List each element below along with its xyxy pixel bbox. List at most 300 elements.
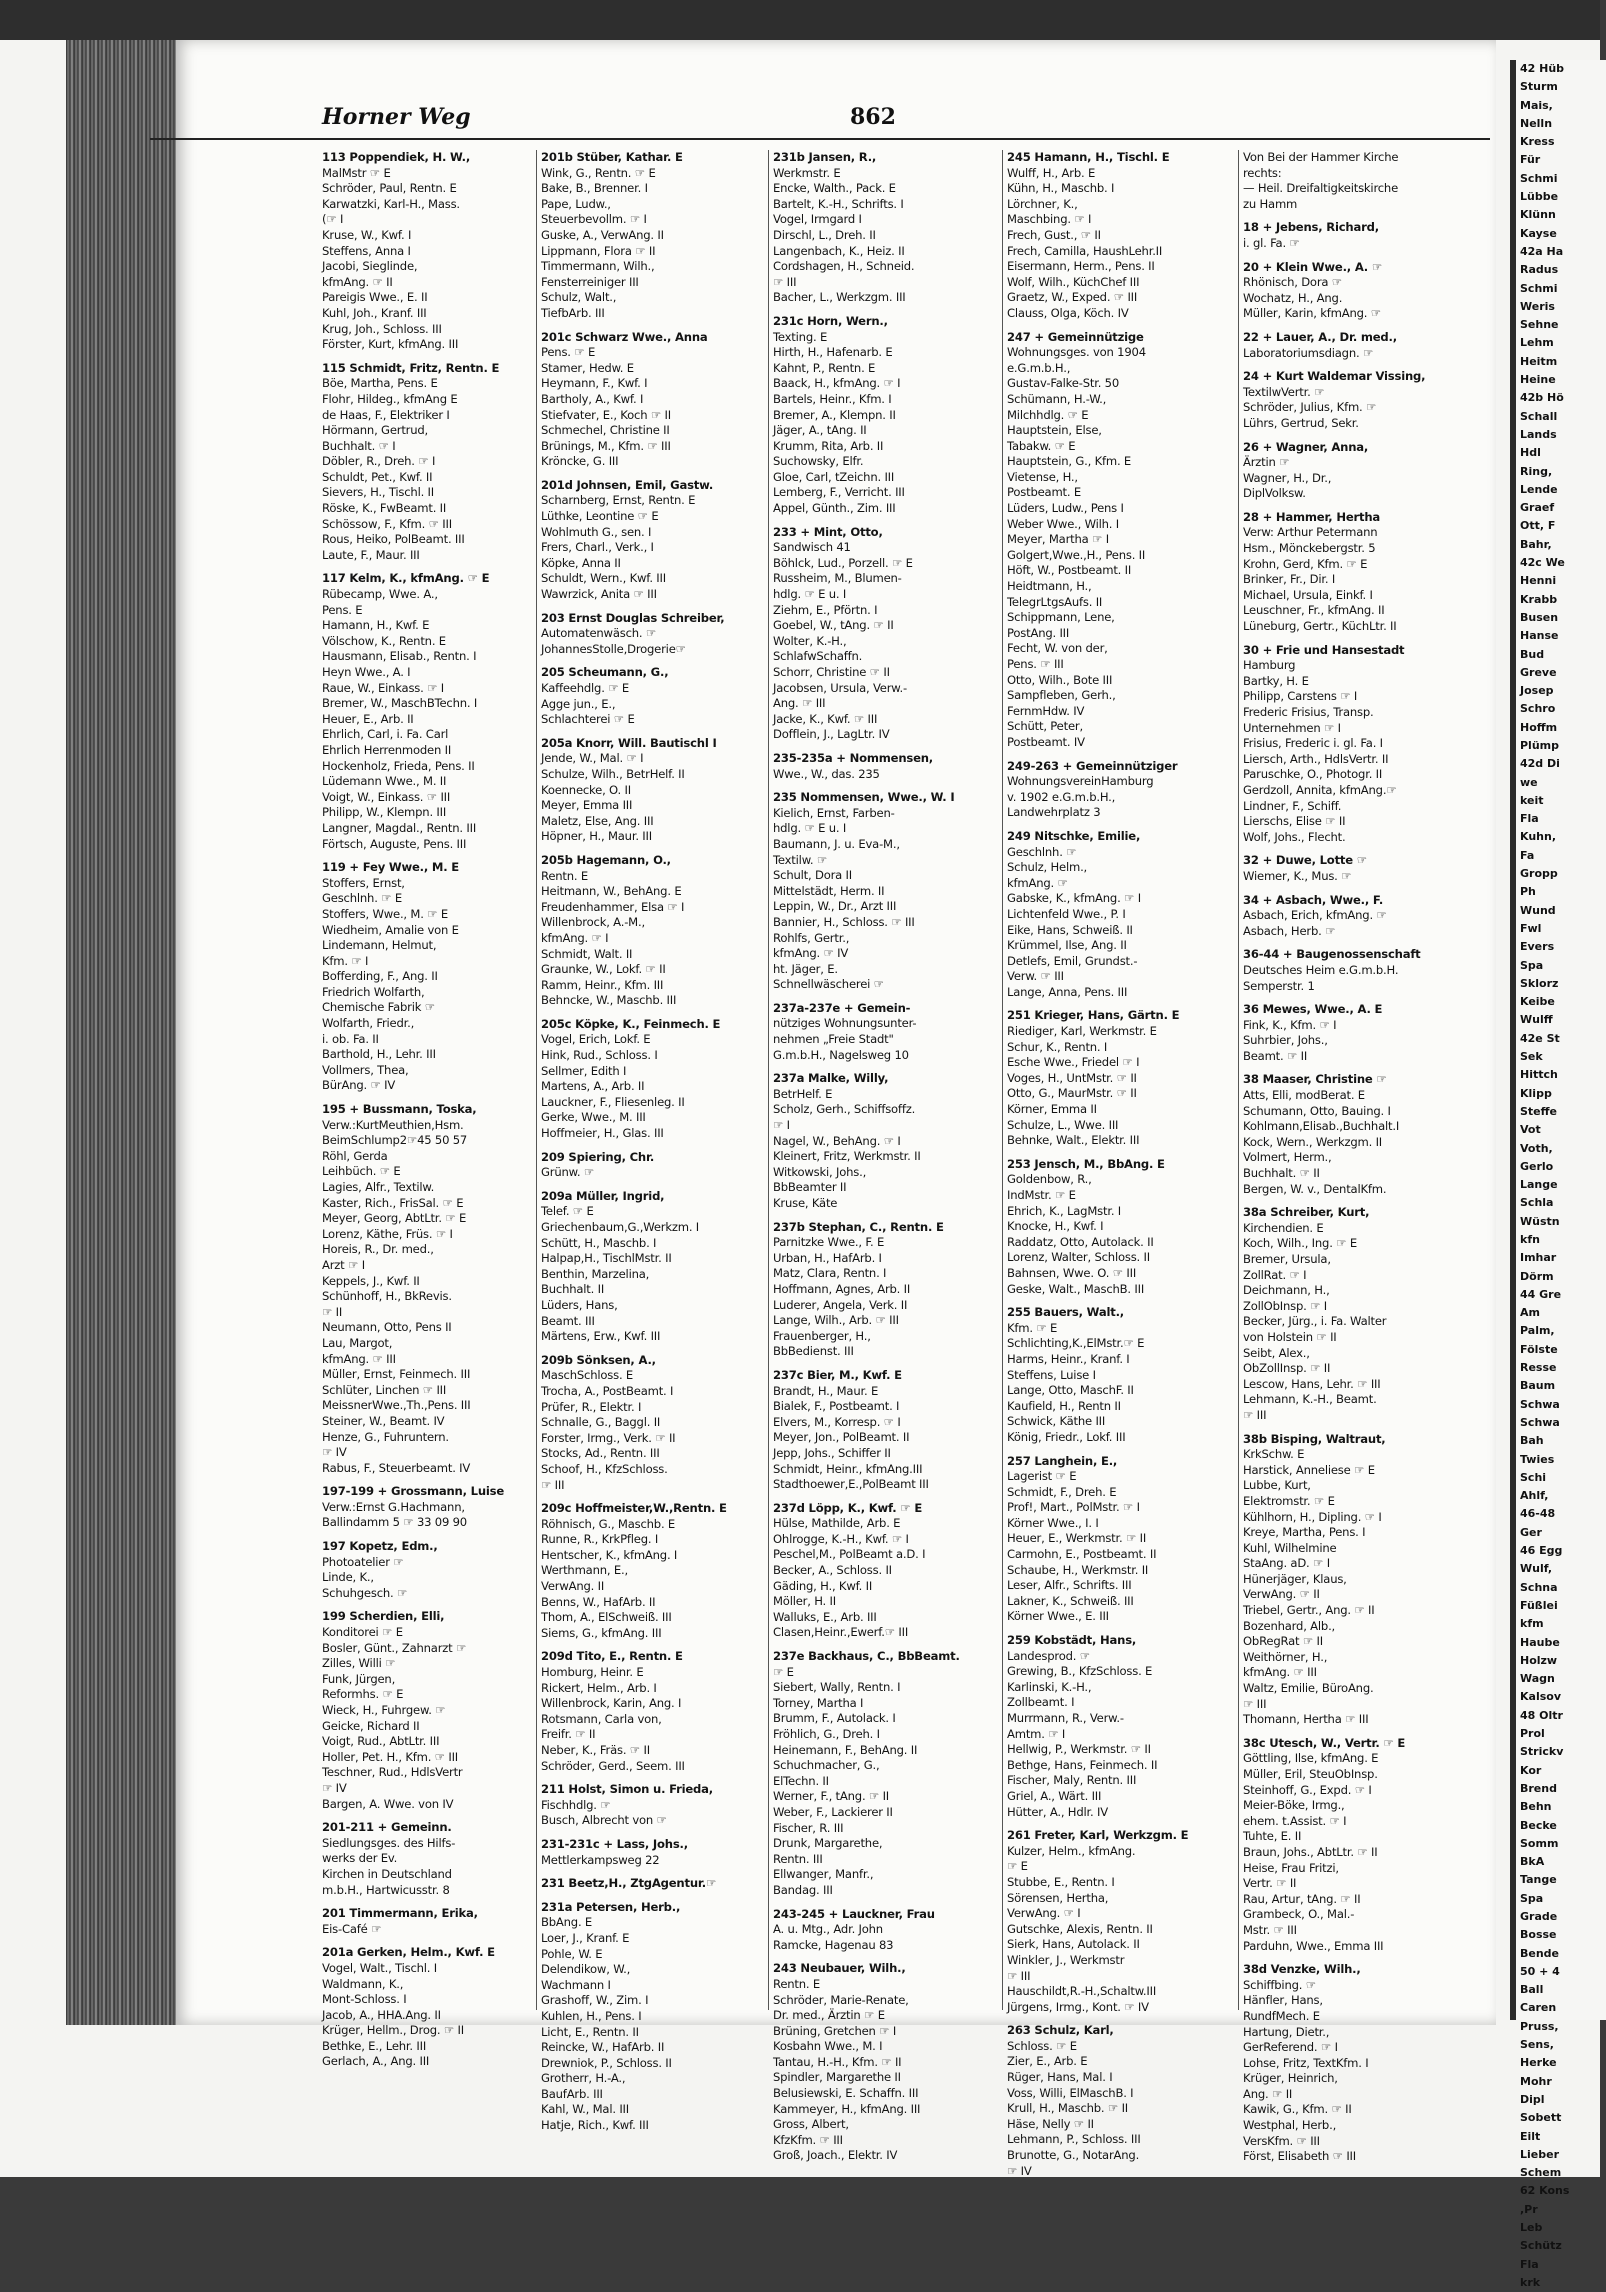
directory-entry: Sörensen, Hertha, (1007, 1890, 1109, 1905)
directory-entry: GerReferend. ☞ I (1243, 2040, 1338, 2055)
fragment-line: Sehne (1520, 318, 1559, 332)
directory-entry: Heise, Frau Fritzi, (1243, 1860, 1339, 1875)
directory-entry: Rabus, F., Steuerbeamt. IV (322, 1460, 471, 1475)
directory-entry: 26 + Wagner, Anna, (1243, 439, 1369, 454)
directory-entry: Stadthoewer,E.,PolBeamt III (773, 1477, 929, 1492)
directory-entry: Buchhalt. II (541, 1282, 605, 1297)
directory-entry: Bartky, H. E (1243, 673, 1309, 688)
directory-entry: Holler, Pet. H., Kfm. ☞ III (322, 1749, 459, 1764)
directory-entry: Schnellwäscherei ☞ (773, 977, 884, 992)
directory-entry: Schlüter, Linchen ☞ III (322, 1382, 447, 1397)
directory-entry: Graetz, W., Exped. ☞ III (1007, 290, 1138, 305)
directory-entry: 231b Jansen, R., (773, 150, 877, 164)
directory-entry: Reformhs. ☞ E (322, 1687, 404, 1702)
fragment-line: Ring, (1520, 464, 1553, 478)
directory-entry: VerwAng. ☞ I (1007, 1906, 1081, 1921)
directory-entry: 231 Beetz,H., ZtgAgentur.☞ (541, 1876, 717, 1891)
directory-entry: 119 + Fey Wwe., M. E (322, 860, 459, 875)
directory-entry: Thom, A., ElSchweiß. III (541, 1610, 672, 1625)
fragment-line: Klünn (1520, 208, 1556, 222)
directory-entry: Barthold, H., Lehr. III (322, 1047, 436, 1062)
directory-entry: ☞ I (773, 1118, 790, 1133)
fragment-line: 42e St (1520, 1031, 1560, 1045)
directory-entry: Russheim, M., Blumen- (773, 571, 902, 586)
directory-entry: Frisius, Frederic i. gl. Fa. I (1243, 736, 1383, 751)
directory-entry: Kosbahn Wwe., M. I (773, 2039, 883, 2054)
directory-entry: 245 Hamann, H., Tischl. E (1007, 150, 1170, 164)
directory-entry: Linde, K., (322, 1570, 374, 1585)
directory-entry: Laboratoriumsdiagn. ☞ (1243, 345, 1374, 360)
fragment-line: Schmi (1520, 171, 1558, 185)
directory-entry: Geschlnh. ☞ (1007, 844, 1077, 859)
directory-entry: Frech, Gust., ☞ II (1007, 227, 1101, 242)
directory-entry: JohannesStolle,Drogerie☞ (541, 641, 686, 656)
directory-entry: Weber Wwe., Wilh. I (1007, 516, 1119, 531)
directory-entry: Hauptstein, Else, (1007, 423, 1102, 438)
right-page-fragment (1510, 60, 1606, 2289)
directory-entry: Spindler, Margarethe II (773, 2070, 901, 2085)
directory-entry: Wawrzick, Anita ☞ III (541, 587, 657, 602)
directory-entry: BürAng. ☞ IV (322, 1078, 396, 1093)
directory-entry: Voigt, W., Einkass. ☞ III (322, 789, 451, 804)
directory-entry: Wolf, Wilh., KüchChef III (1007, 274, 1140, 289)
directory-entry: Matz, Clara, Rentn. I (773, 1266, 887, 1281)
directory-entry: Müller, Eril, SteuObInsp. (1243, 1767, 1378, 1781)
directory-entry: 211 Holst, Simon u. Frieda, (541, 1782, 713, 1797)
directory-entry: Gabske, K., kfmAng. ☞ I (1007, 891, 1141, 906)
directory-entry: Esche Wwe., Friedel ☞ I (1007, 1055, 1140, 1070)
directory-entry: Leppin, W., Dr., Arzt III (773, 899, 897, 914)
directory-entry: Döbler, R., Dreh. ☞ I (322, 454, 436, 469)
directory-entry: Brinker, Fr., Dir. I (1243, 572, 1336, 587)
directory-entry: Hoffmann, Agnes, Arb. II (773, 1281, 911, 1296)
directory-entry: v. 1902 e.G.m.b.H., (1007, 789, 1116, 804)
fragment-line: kfn (1520, 1233, 1540, 1246)
fragment-line: Fa (1520, 848, 1535, 862)
fragment-line: Schütz (1520, 2239, 1562, 2253)
directory-entry: Schnalle, G., Baggl. II (541, 1415, 661, 1430)
directory-entry: Grambeck, O., Mal.- (1243, 1907, 1355, 1922)
directory-entry: Karlinski, K.-H., (1007, 1679, 1092, 1694)
fragment-line: Schmi (1520, 281, 1558, 295)
fragment-line: Baum (1520, 1379, 1556, 1393)
directory-entry: Kohlmann,Elisab.,Buchhalt.I (1243, 1119, 1400, 1134)
directory-entry: i. ob. Fa. II (322, 1031, 379, 1046)
directory-entry: Rickert, Helm., Arb. I (541, 1680, 657, 1695)
directory-entry: ☞ E (1007, 1859, 1028, 1874)
directory-entry: Gerdzoll, Annita, kfmAng.☞ (1243, 782, 1397, 797)
directory-entry: Luderer, Angela, Verk. II (773, 1297, 908, 1312)
directory-entry: Förtsch, Auguste, Pens. III (322, 836, 467, 851)
directory-entry: Beamt. III (541, 1313, 595, 1328)
fragment-line: Wagn (1520, 1672, 1555, 1686)
directory-entry: RundfMech. E (1243, 2008, 1320, 2023)
directory-entry: Heitmann, W., BehAng. E (541, 884, 682, 899)
directory-entry: Lüthke, Leontine ☞ E (541, 509, 659, 524)
directory-entry: Schröder, Julius, Kfm. ☞ (1243, 400, 1377, 415)
fragment-line: Kor (1520, 1763, 1542, 1777)
directory-entry: 201 Timmermann, Erika, (322, 1906, 478, 1921)
fragment-line: Twies (1520, 1452, 1555, 1466)
directory-entry: Timmermann, Wilh., (541, 259, 655, 274)
directory-entry: Freudenhammer, Elsa ☞ I (541, 899, 685, 914)
fragment-line: 42b Hö (1520, 391, 1564, 405)
directory-entry: ☞ III (1007, 1968, 1031, 1983)
directory-entry: Jäger, A., tAng. II (773, 423, 867, 438)
directory-entry: Otto, Wilh., Bote III (1007, 672, 1113, 687)
directory-entry: 32 + Duwe, Lotte ☞ (1243, 853, 1367, 868)
directory-entry: Meier-Böke, Irmg., (1243, 1798, 1345, 1813)
directory-entry: ☞ IV (322, 1445, 347, 1460)
directory-entry: Bandag. III (773, 1882, 833, 1897)
directory-entry: PostAng. III (1007, 625, 1070, 640)
directory-entry: Kühn, H., Maschb. I (1007, 181, 1115, 196)
directory-entry: Kreye, Martha, Pens. I (1243, 1525, 1366, 1540)
fragment-line: Brend (1520, 1781, 1557, 1795)
directory-entry: Lange, Anna, Pens. III (1007, 984, 1128, 999)
directory-entry: Keppels, J., Kwf. II (322, 1273, 420, 1288)
directory-entry: Grünw. ☞ (541, 1165, 595, 1180)
directory-entry: Krüger, Hellm., Drog. ☞ II (322, 2023, 464, 2038)
directory-entry: 237a-237e + Gemein- (773, 1000, 911, 1015)
directory-entry: Jacobsen, Ursula, Verw.- (773, 680, 907, 695)
directory-entry: 115 Schmidt, Fritz, Rentn. E (322, 360, 500, 375)
directory-entry: Thomann, Hertha ☞ III (1243, 1712, 1369, 1727)
directory-entry: Clasen,Heinr.,Ewerf.☞ III (773, 1625, 909, 1640)
directory-entry: Pape, Ludw., (541, 196, 611, 211)
fragment-line: Fwl (1520, 921, 1542, 935)
directory-entry: Atts, Elli, modBerat. E (1243, 1088, 1365, 1103)
fragment-line: Leb (1520, 2221, 1543, 2235)
directory-entry: Verw. ☞ III (1007, 969, 1064, 984)
directory-entry: Schloss. ☞ E (1007, 2038, 1077, 2053)
directory-entry: Wieck, H., Fuhrgew. ☞ (322, 1703, 446, 1717)
fragment-line: Kuhn, (1520, 830, 1557, 844)
directory-entry: Appel, Günth., Zim. III (773, 501, 896, 516)
directory-entry: ObZollInsp. ☞ II (1243, 1361, 1331, 1376)
directory-entry: Grewing, B., KfzSchloss. E (1007, 1664, 1153, 1679)
directory-entry: Bofferding, F., Ang. II (322, 969, 438, 984)
directory-entry: Ang. ☞ III (773, 696, 826, 711)
directory-entry: Lippmann, Flora ☞ II (541, 243, 656, 258)
fragment-line: Fla (1520, 2257, 1539, 2271)
directory-entry: Frederic Frisius, Transp. (1243, 705, 1374, 719)
directory-entry: Schulz, Walt., (541, 290, 617, 305)
directory-entry: Pens. ☞ III (1007, 657, 1064, 671)
directory-entry: Schoof, H., KfzSchloss. (541, 1461, 668, 1476)
directory-entry: Prof!, Mart., PolMstr. ☞ I (1007, 1500, 1140, 1515)
directory-entry: Suhrbier, Johs., (1243, 1033, 1328, 1048)
directory-entry: 199 Scherdien, Elli, (322, 1609, 445, 1624)
directory-entry: Bremer, W., MaschBTechn. I (322, 696, 478, 711)
directory-entry: Lagies, Alfr., Textilw. (322, 1180, 435, 1194)
directory-entry: Schlachterei ☞ E (541, 712, 635, 727)
directory-entry: DiplVolksw. (1243, 486, 1306, 501)
directory-entry: Golgert,Wwe.,H., Pens. II (1007, 547, 1146, 562)
fragment-line: Wulf, (1520, 1562, 1553, 1576)
directory-entry: Schümann, H.-W., (1007, 391, 1107, 406)
directory-entry: Hink, Rud., Schloss. I (541, 1048, 658, 1063)
directory-entry: Dr. med., Ärztin ☞ E (773, 2008, 885, 2023)
directory-entry: TextilwVertr. ☞ (1243, 384, 1325, 399)
fragment-line: we (1520, 775, 1538, 789)
directory-entry: Hsm., Mönckebergstr. 5 (1243, 541, 1376, 556)
directory-entry: kfmAng. ☞ (1007, 875, 1068, 890)
directory-entry: Fröhlich, G., Dreh. I (773, 1727, 880, 1741)
directory-entry: e.G.m.b.H., (1007, 360, 1071, 375)
directory-entry: Steffens, Luise I (1007, 1367, 1096, 1382)
fragment-line: Busen (1520, 610, 1559, 624)
directory-entry: Philipp, W., Klempn. III (322, 805, 447, 820)
fragment-line: Heitm (1520, 354, 1558, 368)
directory-entry: BaufArb. III (541, 2086, 603, 2101)
directory-entry: Mittelstädt, Herm. II (773, 883, 885, 898)
fragment-line: kfm (1520, 1617, 1544, 1631)
fragment-line: Mohr (1520, 2074, 1552, 2088)
directory-entry: Postbeamt. E (1007, 485, 1081, 500)
directory-entry: 209d Tito, E., Rentn. E (541, 1649, 683, 1664)
directory-entry: Bake, B., Brenner. I (541, 181, 648, 196)
fragment-line: Für (1520, 153, 1541, 167)
fragment-line: Schwa (1520, 1397, 1560, 1411)
directory-entry: Körner Wwe., E. III (1007, 1609, 1109, 1624)
directory-entry: Ramm, Heinr., Kfm. III (541, 977, 664, 992)
directory-entry: Dofflein, J., LagLtr. IV (773, 727, 890, 742)
directory-entry: Schulze, Wilh., BetrHelf. II (541, 766, 685, 781)
directory-entry: Raue, W., Einkass. ☞ I (322, 680, 445, 695)
directory-entry: Photoatelier ☞ (322, 1554, 404, 1569)
directory-entry: Köpke, Anna II (541, 555, 621, 570)
directory-entry: Otto, G., MaurMstr. ☞ II (1007, 1086, 1137, 1101)
directory-entry: Schuldt, Pet., Kwf. II (322, 469, 433, 484)
directory-entry: Krüger, Heinrich, (1243, 2071, 1338, 2086)
directory-entry: Kawik, G., Kfm. ☞ II (1243, 2102, 1352, 2117)
fragment-line: Klipp (1520, 1086, 1552, 1100)
directory-entry: Hamann, H., Kwf. E (322, 618, 430, 633)
directory-entry: Lakner, K., Schweiß. III (1007, 1593, 1134, 1608)
fragment-line: Bud (1520, 647, 1545, 661)
fragment-line: Strickv (1520, 1745, 1564, 1759)
directory-entry: Becker, A., Schloss. II (773, 1563, 892, 1578)
directory-entry: rechts: (1243, 165, 1282, 180)
fragment-line: Wüstn (1520, 1214, 1560, 1228)
directory-entry: Bahnsen, Wwe. O. ☞ III (1007, 1265, 1137, 1280)
directory-entry: MalMstr ☞ E (322, 165, 391, 180)
directory-entry: Sievers, H., Tischl. II (322, 485, 434, 500)
directory-entry: Drewniok, P., Schloss. II (541, 2055, 672, 2070)
directory-entry: Asbach, Herb. ☞ (1243, 923, 1336, 938)
fragment-line: Schi (1520, 1470, 1547, 1484)
directory-entry: 209a Müller, Ingrid, (541, 1188, 665, 1203)
street-title: Horner Weg (322, 104, 471, 130)
fragment-line: Lende (1520, 482, 1558, 496)
fragment-line: Schro (1520, 702, 1556, 716)
directory-entry: TelegrLtgsAufs. II (1007, 594, 1103, 609)
directory-entry: Kaufield, H., Rentn II (1007, 1398, 1121, 1413)
directory-entry: Hirth, H., Hafenarb. E (773, 345, 893, 360)
directory-entry: 117 Kelm, K., kfmAng. ☞ E (322, 571, 490, 586)
directory-entry: Busch, Albrecht von ☞ (541, 1813, 667, 1828)
directory-entry: Eisermann, Herm., Pens. II (1007, 259, 1155, 274)
directory-entry: Ehrlich, Carl, i. Fa. Carl (322, 727, 449, 742)
fragment-line: Bende (1520, 1946, 1560, 1960)
directory-entry: Sandwisch 41 (773, 540, 851, 555)
fragment-line: Ger (1520, 1525, 1542, 1539)
fragment-line: Plümp (1520, 738, 1559, 752)
directory-entry: Ramcke, Hagenau 83 (773, 1937, 894, 1952)
directory-entry: (☞ I (322, 212, 344, 227)
directory-entry: Leser, Alfr., Schrifts. III (1007, 1578, 1132, 1593)
directory-entry: Höft, W., Postbeamt. II (1007, 563, 1132, 578)
directory-entry: Winkler, J., Werkmstr (1007, 1952, 1125, 1967)
directory-entry: 261 Freter, Karl, Werkzgm. E (1007, 1828, 1189, 1843)
directory-entry: Siems, G., kfmAng. III (541, 1625, 662, 1640)
directory-entry: BetrHelf. E (773, 1086, 833, 1101)
directory-entry: A. u. Mtg., Adr. John (773, 1922, 883, 1937)
directory-entry: Schünhoff, H., BkRevis. (322, 1289, 452, 1304)
directory-entry: 38b Bisping, Waltraut, (1243, 1431, 1386, 1446)
directory-entry: de Haas, F., Elektriker I (322, 407, 450, 422)
directory-entry: Clauss, Olga, Köch. IV (1007, 305, 1129, 320)
directory-entry: Schulz, Helm., (1007, 860, 1088, 875)
fragment-line: Somm (1520, 1836, 1559, 1850)
directory-entry: 20 + Klein Wwe., A. ☞ (1243, 259, 1383, 274)
directory-entry: Vietense, H., (1007, 469, 1078, 484)
fragment-line: Radus (1520, 263, 1559, 277)
page-header (150, 102, 1490, 140)
directory-entry: Bremer, A., Klempn. II (773, 407, 896, 422)
directory-entry: Pens. E (322, 602, 363, 617)
directory-entry: Neber, K., Fräs. ☞ II (541, 1743, 650, 1757)
directory-entry: Wiemer, K., Mus. ☞ (1243, 868, 1352, 883)
directory-entry: 263 Schulz, Karl, (1007, 2023, 1114, 2038)
directory-entry: Hörmann, Gertrud, (322, 423, 429, 438)
fragment-line: 42c We (1520, 556, 1565, 570)
directory-entry: Kahl, W., Mal. III (541, 2102, 629, 2117)
directory-entry: Brandt, H., Maur. E (773, 1383, 879, 1398)
fragment-line: Greve (1520, 665, 1557, 679)
directory-entry: Buchhalt. ☞ I (322, 438, 396, 453)
directory-entry: 247 + Gemeinnützige (1007, 329, 1144, 344)
fragment-line: 46 Egg (1520, 1544, 1563, 1558)
fragment-line: Krabb (1520, 592, 1558, 606)
directory-entry: ☞ III (1243, 1696, 1267, 1711)
directory-entry: Funk, Jürgen, (322, 1671, 396, 1686)
fragment-line: Schla (1520, 1196, 1554, 1210)
directory-entry: Teschner, Rud., HdlsVertr (322, 1765, 463, 1780)
directory-entry: Verw.:KurtMeuthien,Hsm. (322, 1117, 464, 1132)
directory-entry: Schuldt, Wern., Kwf. III (541, 571, 666, 586)
directory-entry: 201b Stüber, Kathar. E (541, 150, 683, 164)
directory-entry: Brüning, Gretchen ☞ I (773, 2023, 897, 2038)
page-number: 862 (850, 104, 896, 130)
directory-entry: ☞ E (773, 1664, 794, 1679)
directory-entry: Landwehrplatz 3 (1007, 805, 1101, 820)
directory-entry: nehmen „Freie Stadt" (773, 1032, 894, 1047)
directory-entry: Nagel, W., BehAng. ☞ I (773, 1133, 901, 1148)
directory-entry: Behncke, W., Maschb. III (541, 993, 677, 1008)
directory-entry: 237b Stephan, C., Rentn. E (773, 1219, 944, 1234)
directory-entry: hdlg. ☞ E u. I (773, 821, 847, 836)
directory-column-1 (322, 150, 532, 2069)
directory-entry: Griel, A., Wärt. III (1007, 1788, 1102, 1803)
directory-entry: KfzKfm. ☞ III (773, 2132, 843, 2147)
directory-entry: Prüfer, R., Elektr. I (541, 1399, 642, 1414)
directory-entry: Heyn Wwe., A. I (322, 665, 411, 679)
directory-entry: Hatje, Rich., Kwf. III (541, 2118, 649, 2133)
directory-entry: Fischhdlg. ☞ (541, 1797, 611, 1812)
directory-entry: Schmidt, Heinr., kfmAng.III (773, 1461, 923, 1476)
directory-entry: Heinemann, F., BehAng. II (773, 1742, 918, 1757)
directory-entry: Graunke, W., Lokf. ☞ II (541, 962, 666, 977)
directory-entry: 249-263 + Gemeinnütziger (1007, 758, 1178, 773)
directory-entry: Weber, F., Lackierer II (773, 1804, 893, 1819)
directory-entry: Guske, A., VerwAng. II (541, 227, 664, 242)
directory-entry: Beamt. ☞ II (1243, 1048, 1308, 1063)
fragment-line: Hanse (1520, 629, 1559, 643)
directory-entry: Vertr. ☞ II (1243, 1876, 1297, 1891)
directory-entry: Kielich, Ernst, Farben- (773, 805, 895, 820)
fragment-line: Fölste (1520, 1342, 1558, 1356)
directory-entry: Gerke, Wwe., M. III (541, 1110, 646, 1125)
fragment-line: Nelln (1520, 116, 1553, 130)
directory-entry: Schössow, F., Kfm. ☞ III (322, 516, 452, 531)
fragment-line: Sens, (1520, 2038, 1554, 2052)
fragment-line: 48 Oltr (1520, 1708, 1563, 1722)
directory-entry: Dirschl, L., Dreh. II (773, 227, 876, 242)
directory-entry: Hellwig, P., Werkmstr. ☞ II (1007, 1742, 1151, 1757)
directory-entry: Seibt, Alex., (1243, 1345, 1310, 1360)
directory-entry: 201c Schwarz Wwe., Anna (541, 329, 708, 344)
directory-entry: Lindemann, Helmut, (322, 938, 437, 953)
directory-entry: G.m.b.H., Nagelsweg 10 (773, 1047, 909, 1062)
directory-entry: Langenbach, K., Heiz. II (773, 243, 905, 258)
directory-entry: Steuerbevollm. ☞ I (541, 212, 647, 227)
directory-entry: Hartung, Dietr., (1243, 2024, 1330, 2039)
fragment-line: 62 Kons (1520, 2184, 1570, 2198)
fragment-line: Wulff (1520, 1013, 1553, 1027)
directory-entry: BbBedienst. III (773, 1344, 854, 1359)
directory-entry: Freifr. ☞ II (541, 1727, 596, 1742)
fragment-line: Palm, (1520, 1324, 1555, 1338)
directory-entry: Baack, H., kfmAng. ☞ I (773, 376, 901, 391)
directory-entry: Maletz, Else, Ang. III (541, 813, 654, 828)
directory-entry: 253 Jensch, M., BbAng. E (1007, 1156, 1165, 1171)
directory-entry: 205c Köpke, K., Feinmech. E (541, 1016, 721, 1031)
fragment-line: Kayse (1520, 226, 1557, 240)
directory-entry: Völschow, K., Rentn. E (322, 633, 446, 648)
directory-entry: Ehrlich Herrenmoden II (322, 742, 452, 757)
directory-entry: Asbach, Erich, kfmAng. ☞ (1243, 908, 1387, 923)
directory-entry: Gustav-Falke-Str. 50 (1007, 376, 1120, 391)
directory-entry: Vogel, Erich, Lokf. E (541, 1032, 651, 1047)
directory-entry: Voges, H., UntMstr. ☞ II (1007, 1070, 1137, 1085)
directory-entry: 201a Gerken, Helm., Kwf. E (322, 1945, 495, 1960)
directory-entry: Schröder, Paul, Rentn. E (322, 181, 457, 196)
directory-entry: Meyer, Emma III (541, 798, 633, 813)
directory-entry: 203 Ernst Douglas Schreiber, (541, 610, 725, 625)
directory-entry: Wachmann I (541, 1977, 611, 1992)
directory-entry: Voigt, Rud., AbtLtr. III (322, 1734, 440, 1749)
directory-entry: Detlefs, Emil, Grundst.- (1007, 953, 1138, 968)
directory-entry: Peschel,M., PolBeamt a.D. I (773, 1547, 926, 1562)
directory-entry: Lohse, Fritz, TextKfm. I (1243, 2055, 1369, 2070)
directory-entry: Gäding, H., Kwf. II (773, 1578, 873, 1593)
directory-entry: 249 Nitschke, Emilie, (1007, 828, 1141, 843)
fragment-line: Eilt (1520, 2129, 1541, 2143)
directory-entry: Neumann, Otto, Pens II (322, 1320, 452, 1335)
directory-entry: Stiefvater, E., Koch ☞ II (541, 407, 671, 422)
